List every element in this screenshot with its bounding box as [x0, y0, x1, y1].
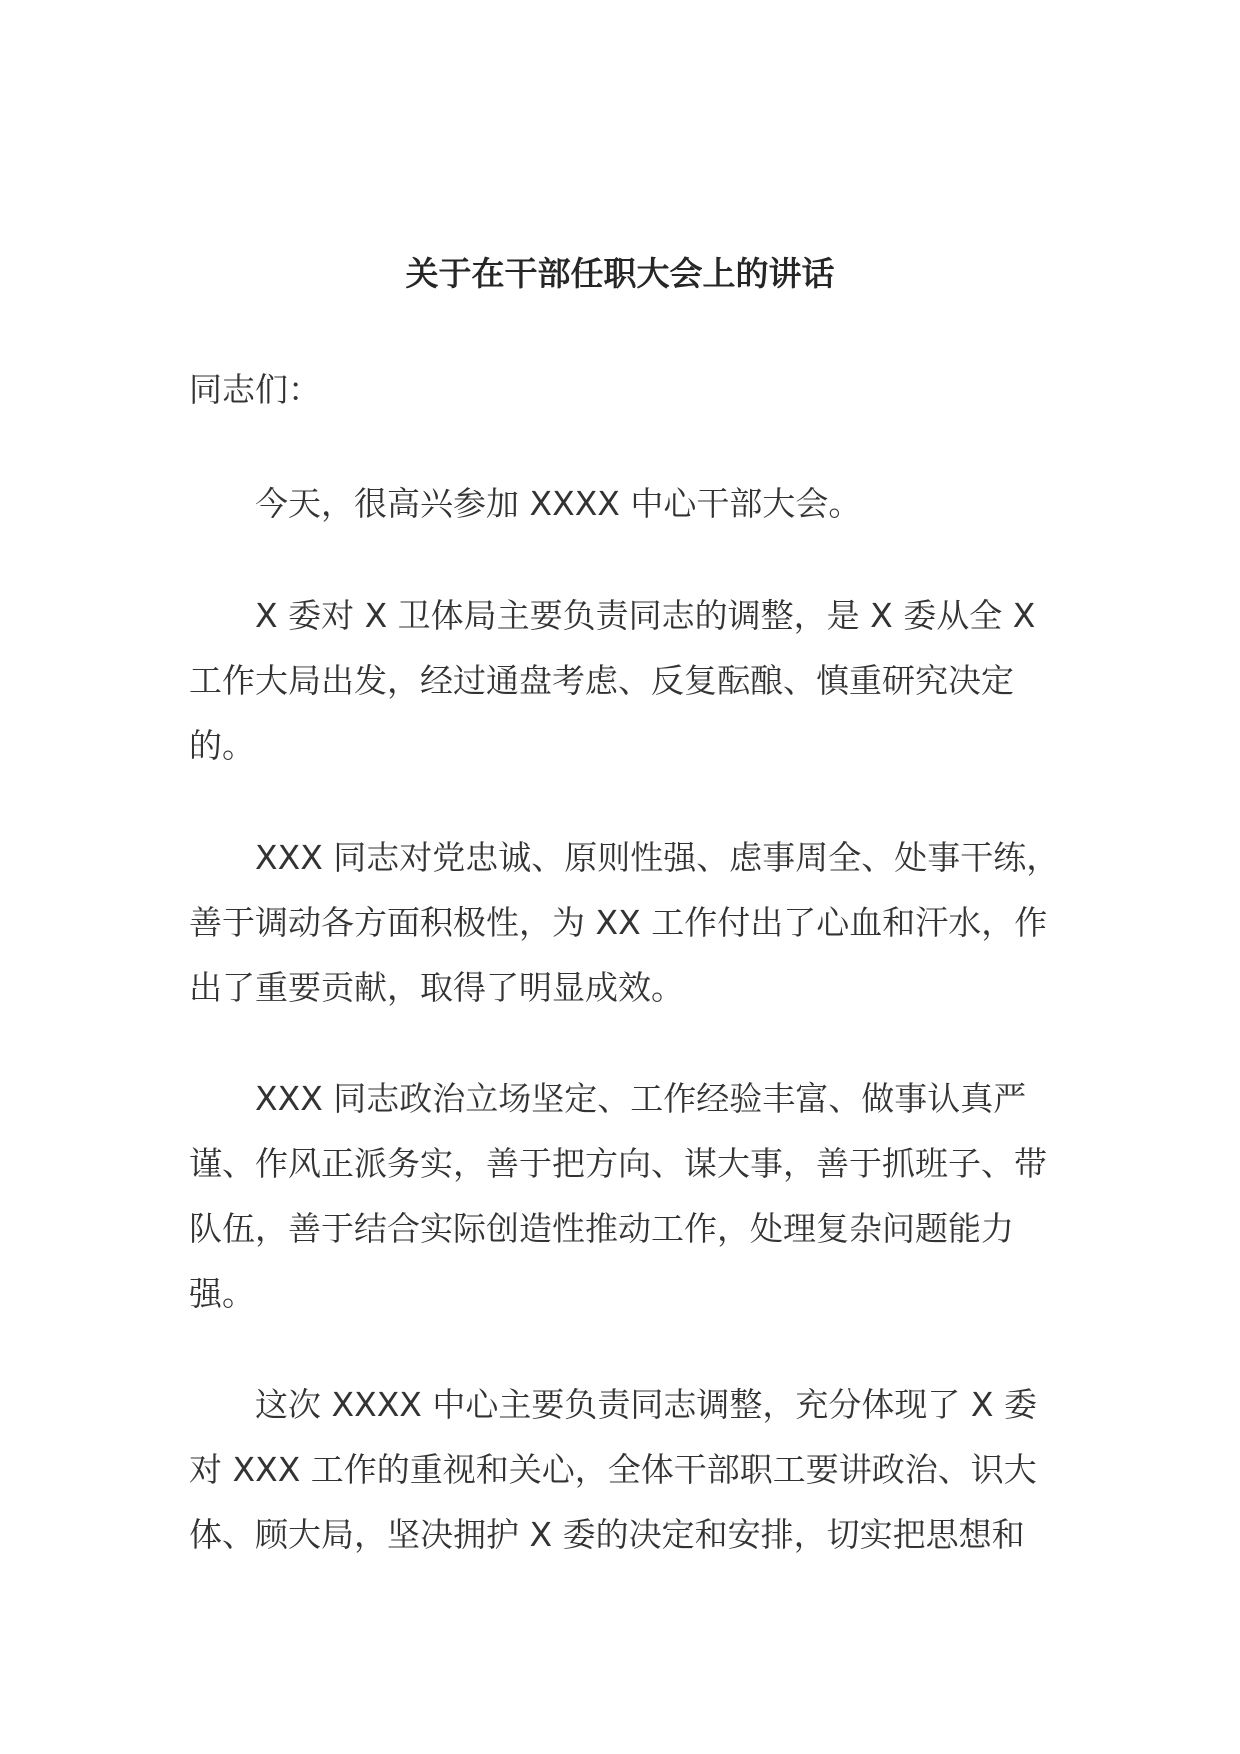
paragraph-3: XXX 同志对党忠诚、原则性强、虑事周全、处事干练，善于调动各方面积极性，为 XX 工作付出了心血和汗水，作出了重要贡献，取得了明显成效。: [189, 838, 1060, 1007]
paragraph-2: X 委对 X 卫体局主要负责同志的调整，是 X 委从全 X 工作大局出发，经过通盘考虑、反复酝酿、慎重研究决定的。: [189, 596, 1036, 765]
salutation: 同志们：: [189, 370, 321, 409]
paragraph-5: 这次 XXXX 中心主要负责同志调整，充分体现了 X 委对 XXX 工作的重视和关心，全体干部职工要讲政治、识大体、顾大局，坚决拥护 X 委的决定和安排，切实把思想和: [189, 1385, 1037, 1554]
paragraph-1: 今天，很高兴参加 XXXX 中心干部大会。: [255, 484, 862, 523]
paragraph-4: XXX 同志政治立场坚定、工作经验丰富、做事认真严谨、作风正派务实，善于把方向、谋大事，善于抓班子、带队伍，善于结合实际创造性推动工作，处理复杂问题能力强。: [189, 1079, 1047, 1313]
document-title: 关于在干部任职大会上的讲话: [405, 254, 835, 293]
